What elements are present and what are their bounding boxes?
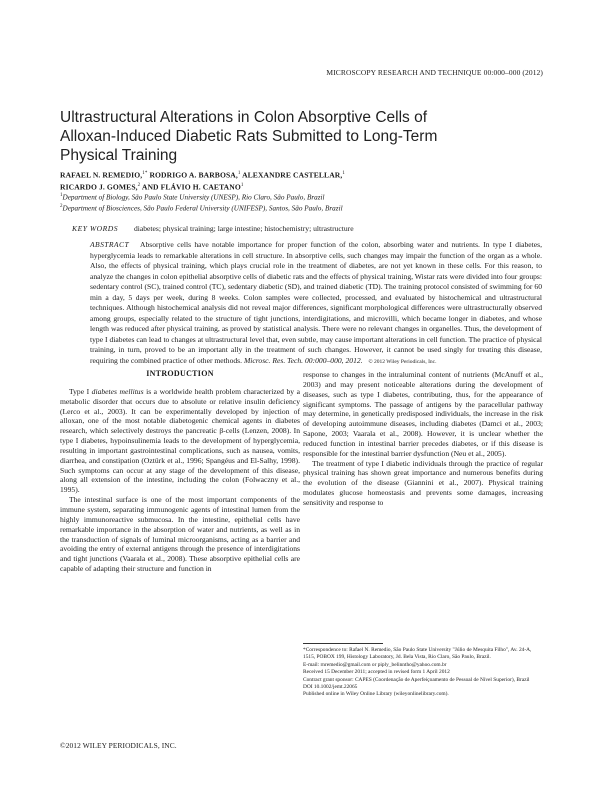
intro-paragraph-4: The treatment of type I diabetic individuals through the practice of regular physical training has shown great importance and numerous benefits during the evolution of the disease (Giannini et al., 2007). Physical training modulates glucose homeostasis and prevents some damages, increasing sensitivity and response to: [303, 458, 543, 507]
intro-paragraph-2: The intestinal surface is one of the most important components of the immune system, separating immunogenic agents of intestinal lumen from the highly immunoreactive submucosa. In the intestine, epithelial cells have remarkable importance in the absorption of water and nutrients, as well as in the transduction of signals of luminal microorganisms, acting as a barrier and avoiding the entry of external antigens through the presence of interdigitations and tight junctions (Vaarala et al., 2008). These absorptive epithelial cells are capable of adapting their structure and function in: [60, 495, 300, 574]
abstract: [90, 240, 542, 368]
affil-text: Department of Biosciences, São Paulo Federal University (UNIFESP), Santos, São Paulo, Brazil: [62, 204, 343, 213]
author-sup: 1: [237, 171, 241, 176]
author-name: RODRIGO A. BARBOSA,: [149, 170, 238, 180]
footnote-doi: DOI 10.1002/jemt.22065: [303, 684, 358, 691]
intro-p1-italic: diabetes mellitus: [91, 386, 144, 396]
author-sup: 2: [137, 182, 141, 188]
keywords-label: KEY WORDS: [72, 224, 119, 233]
footnote-grant: Contract grant sponsor: CAPES (Coordenação de Aperfeiçoamento de Pessoal de Nível Superior), Brazil: [303, 676, 530, 683]
abstract-body: Absorptive cells have notable importance for proper function of the colon, absorbing water and nutrients. In type I diabetes, hyperglycemia leads to remarkable alterations in cell structure. In absorptive cells, such changes may impair the function of the organ as a whole. Also, the effects of physical training, which plays crucial role in the treatment of diabetes, are not yet known in these cells. For this reason, to analyze the changes in colon epithelial absorptive cells of diabetic rats and the effects of physical training, Wistar rats were divided into four groups: sedentary control (SC), trained control (TC), sedentary diabetic (SD), and trained diabetic (TD). The training protocol consisted of swimming for 60 min a day, 5 days per week, during 8 weeks. Colon samples were collected, processed, and evaluated by histochemical and ultrastructural techniques. Although histochemical analysis did not reveal major differences, significant morphological differences were ultrastructurally observed among groups, especially related to the structure of tight junctions, interdigitations, and microvilli, which became longer in diabetes, and whose length was reduced after physical training, as proved by statistical analysis. There were no relevant changes in organelles. Thus, the development of type I diabetes can lead to changes at ultrastructural level that, even subtle, may cause important alterations in cell function. The practice of physical training, in turn, proved to be an important ally in the treatment of such changes. However, it cannot be used singly for treating this disease, requiring the combined practice of other methods.: [90, 240, 543, 366]
footnote-email: E-mail: rnremedio@gmail.com or piply_belinntho@yahoo.com.br: [303, 661, 447, 668]
author-sup: 1: [342, 171, 345, 176]
author-name: RAFAEL N. REMEDIO,: [60, 170, 143, 180]
affil-sup: 1: [60, 193, 63, 198]
left-column: [60, 369, 300, 574]
keywords: [72, 224, 542, 233]
intro-p1-rest: is a worldwide health problem characterized by a metabolic disorder that occurs due to absolute or relative insulin deficiency (Lerco et al., 2003). It can be experimentally developed by injection of alloxan, one of the most notable diabetogenic chemical agents in diabetes research, which selectively destroys the pancreatic β-cells (Lenzen, 2008). In type I diabetes, hypoinsulinemia leads to the development of hyperglycemia, resulting in important gastrointestinal complications, such as nausea, vomits, diarrhea, and constipation (Oztürk et al., 1996; Spangéus and El-Salhy, 1998). Such symptoms can occur at any stage of the development of this disease, along all extension of the intestine, including the colon (Folwaczny et al., 1995).: [60, 386, 300, 495]
author-list: [60, 169, 540, 192]
author-sup: 1: [240, 182, 244, 188]
intro-paragraph-3: response to changes in the intraluminal content of nutrients (McAnuff et al., 2003) and may present noticeable alterations during the development of diseases, such as type I diabetes, contributing, thus, for the appearance of significant symptoms. The passage of antigens by the paracellular pathway may determine, in genetically predisposed individuals, the increase in the risk of developing autoimmune diseases, including diabetes (Damci et al., 2003; Sapone, 2003; Vaarala et al., 2008). However, it is unclear whether the reduced function in intestinal barrier precedes diabetes, or if this disease is responsible for the intestinal barrier dysfunction (Neu et al., 2005).: [303, 370, 543, 458]
article-title: Ultrastructural Alterations in Colon Absorptive Cells of Alloxan-Induced Diabetic Rats Submitted to Long-Term Physical Training: [60, 109, 438, 164]
right-column: [303, 370, 543, 508]
abstract-citation: Microsc. Res. Tech. 00:000–000, 2012.: [243, 356, 363, 366]
affiliation-2: [60, 202, 540, 213]
intro-paragraph-1: [60, 387, 300, 495]
author-name: ALEXANDRE CASTELLAR,: [242, 170, 343, 180]
abstract-label: ABSTRACT: [90, 240, 130, 249]
author-name: RICARDO J. GOMES,: [60, 182, 138, 192]
author-sup: 1*: [142, 171, 148, 176]
affiliation-1: [60, 191, 540, 202]
keywords-text: diabetes; physical training; large intestine; histochemistry; ultrastructure: [133, 224, 354, 233]
footer-copyright: ©2012 WILEY PERIODICALS, INC.: [60, 741, 177, 750]
section-heading-introduction: INTRODUCTION: [146, 369, 214, 378]
footnote-rule: [303, 643, 383, 644]
author-name: AND FLÁVIO H. CAETANO: [141, 182, 241, 192]
affil-sup: 2: [60, 204, 63, 210]
footnote-published: Published online in Wiley Online Library (wileyonlinelibrary.com).: [303, 691, 449, 698]
journal-header: MICROSCOPY RESEARCH AND TECHNIQUE 00:000–000 (2012): [326, 68, 543, 77]
footnote-correspondence: *Correspondence to: Rafael N. Remedio, São Paulo State University "Júlio de Mesquita Filho", Av. 24-A, 1515, POBOX 199, Histology Laboratory, Jd. Bela Vista, Rio Claro, São Paulo, Brazil.: [303, 647, 532, 661]
abstract-copyright: © 2012 Wiley Periodicals, Inc.: [368, 359, 437, 366]
footnotes: [303, 647, 543, 699]
intro-p1-lead: Type I: [69, 386, 92, 396]
affiliations: [60, 191, 540, 214]
affil-text: Department of Biology, São Paulo State University (UNESP), Rio Claro, São Paulo, Brazil: [62, 193, 325, 202]
footnote-received: Received 15 December 2011; accepted in revised form 1 April 2012: [303, 669, 450, 676]
